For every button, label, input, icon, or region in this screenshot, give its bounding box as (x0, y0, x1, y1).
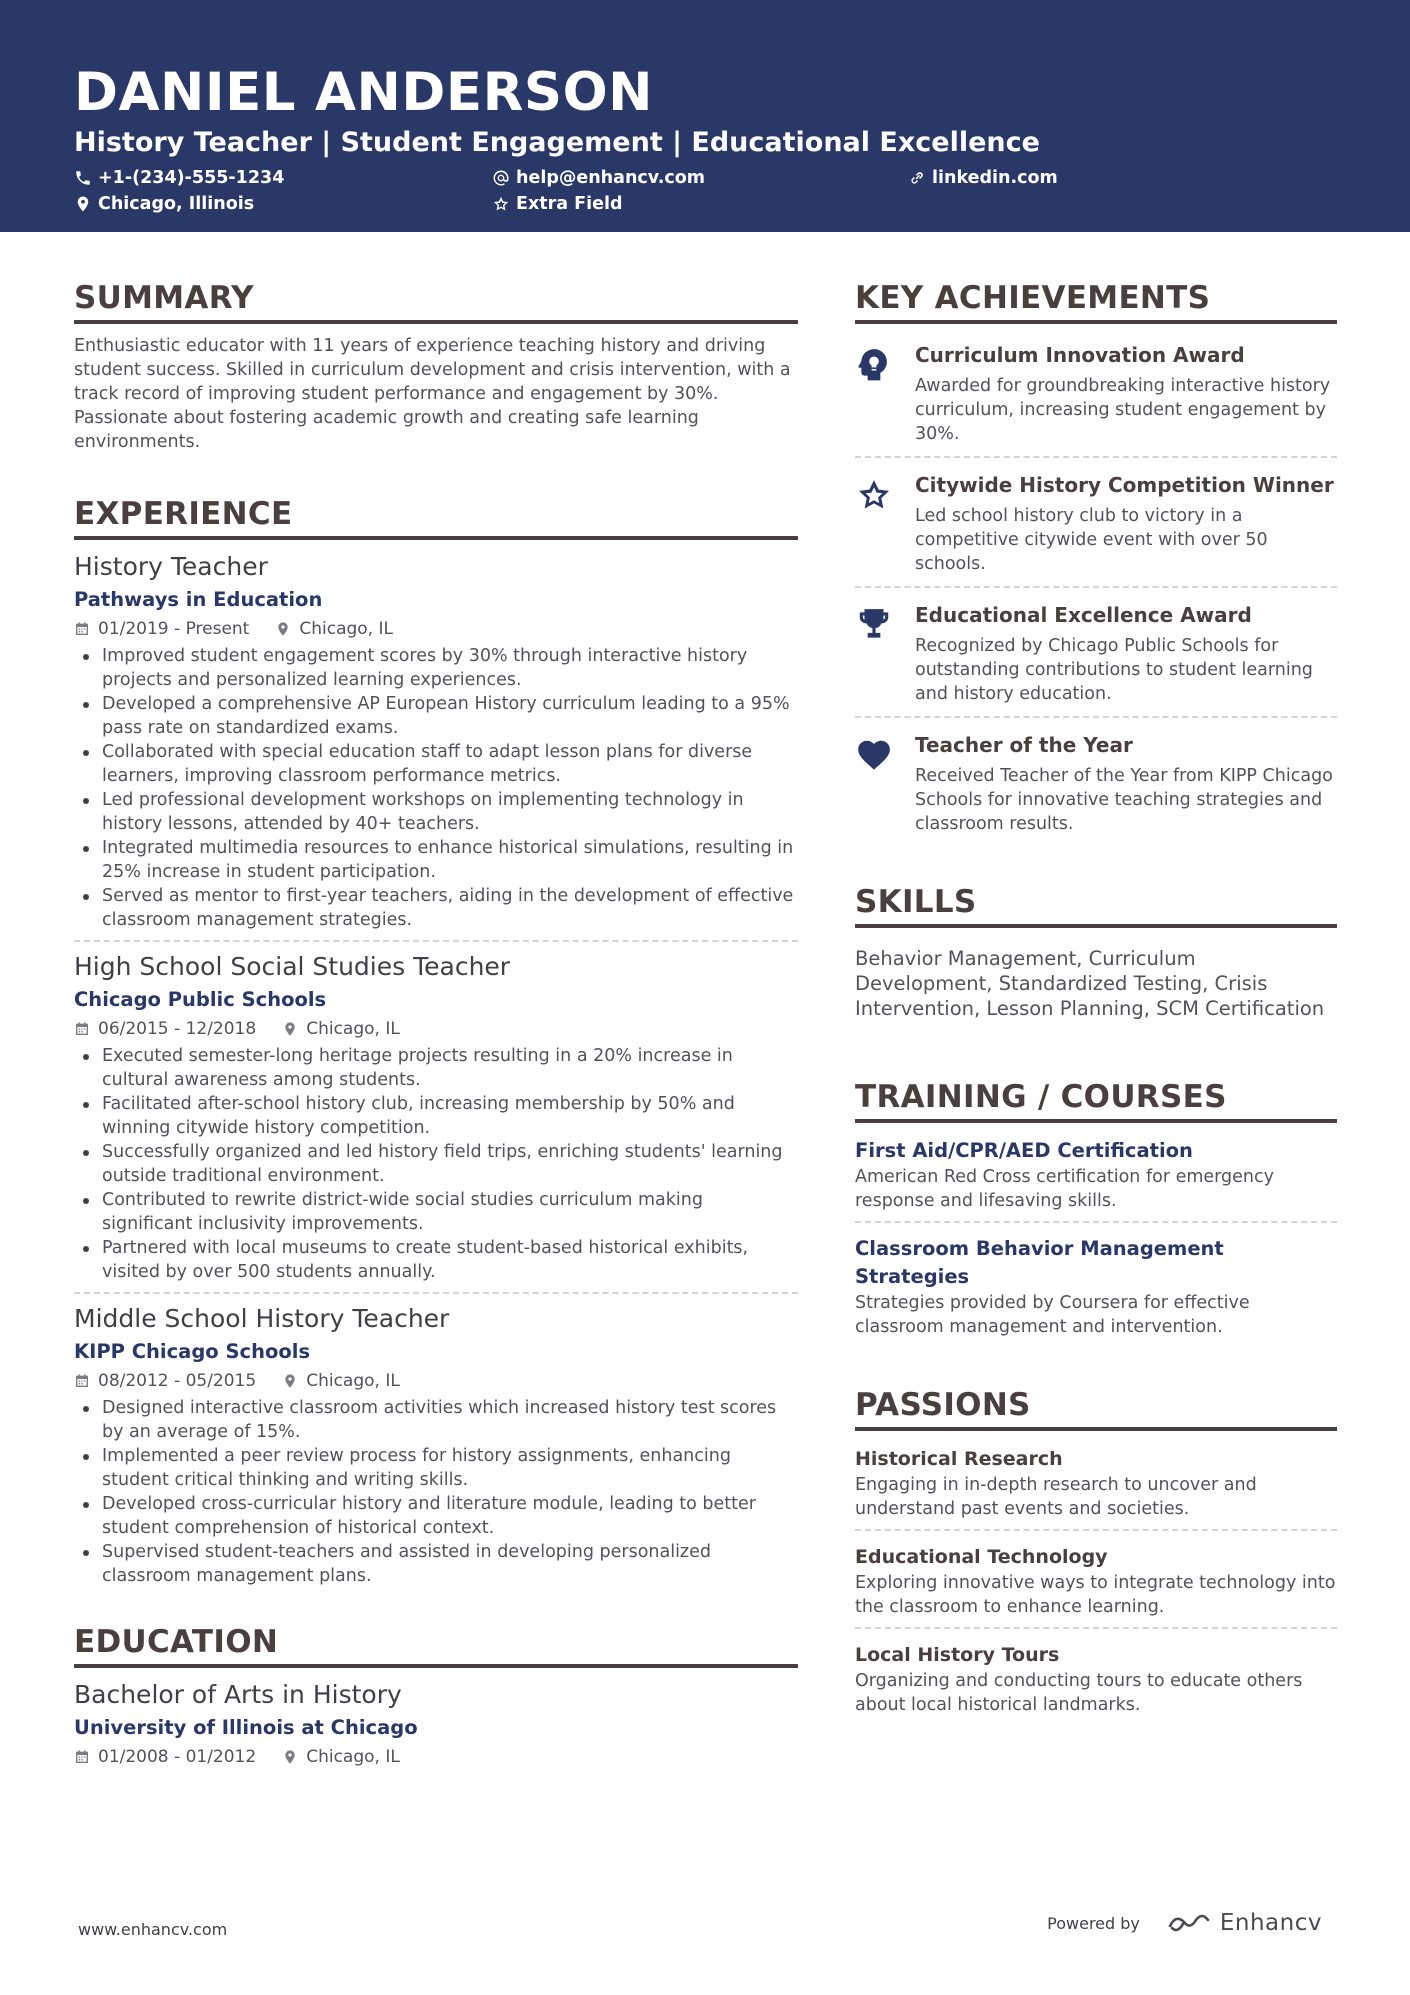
email-text: help@enhancv.com (516, 168, 706, 188)
job-bullets (74, 644, 798, 932)
contact-phone[interactable] (74, 168, 284, 188)
bullet-item: Collaborated with special education staff to adapt lesson plans for diverse learners, improving classroom performance metrics. (74, 740, 798, 788)
passion-title: Educational Technology (855, 1546, 1108, 1568)
education-section (74, 1622, 798, 1770)
job-location (275, 616, 393, 642)
job-entry (74, 550, 798, 940)
calendar-icon (74, 1749, 90, 1765)
bullet-item: Supervised student-teachers and assisted in developing personalized classroom management plans. (74, 1540, 798, 1588)
candidate-name: DANIEL ANDERSON (74, 62, 653, 123)
achievement-item (855, 716, 1337, 846)
training-heading: TRAINING / COURSES (855, 1077, 1337, 1123)
job-location (282, 1368, 400, 1394)
phone-text: +1-(234)-555-1234 (98, 168, 285, 188)
education-location-text: Chicago, IL (306, 1747, 400, 1767)
education-meta (74, 1744, 798, 1770)
calendar-icon (74, 1373, 90, 1389)
school-name: University of Illinois at Chicago (74, 1716, 418, 1739)
company-name: Chicago Public Schools (74, 988, 327, 1011)
right-column (855, 278, 1337, 1725)
passions-heading: PASSIONS (855, 1385, 1337, 1431)
passion-item (855, 1529, 1337, 1627)
passion-item (855, 1441, 1337, 1529)
job-dates: 06/2015 - 12/2018 (98, 1019, 257, 1039)
achievements-section (855, 278, 1337, 846)
star-outline-icon (492, 195, 510, 213)
passion-desc: Engaging in in-depth research to uncover and understand past events and societies. (855, 1475, 1257, 1519)
passion-item (855, 1627, 1337, 1725)
job-dates: 01/2019 - Present (98, 619, 250, 639)
degree-title: Bachelor of Arts in History (74, 1680, 402, 1709)
bullet-item: Developed cross-curricular history and literature module, leading to better student comprehension of historical context. (74, 1492, 798, 1540)
trophy-icon (855, 606, 893, 644)
achievement-item (855, 586, 1337, 716)
location-pin-icon (282, 1373, 298, 1389)
skills-heading: SKILLS (855, 882, 1337, 928)
job-title: History Teacher (74, 552, 268, 581)
job-title: High School Social Studies Teacher (74, 952, 511, 981)
contact-location (74, 194, 254, 214)
education-dates: 01/2008 - 01/2012 (98, 1747, 257, 1767)
job-title: Middle School History Teacher (74, 1304, 450, 1333)
footer-website[interactable]: www.enhancv.com (78, 1920, 228, 1939)
resume-header (0, 0, 1410, 232)
achievement-item (855, 456, 1337, 586)
achievement-title: Curriculum Innovation Award (915, 343, 1245, 367)
star-icon (855, 476, 893, 514)
experience-section (74, 494, 798, 1596)
job-entry (74, 940, 798, 1292)
course-item (855, 1221, 1337, 1347)
passions-section (855, 1385, 1337, 1725)
achievement-title: Citywide History Competition Winner (915, 473, 1334, 497)
summary-text: Enthusiastic educator with 11 years of experience teaching history and driving student success. Skilled in curriculum development and crisis intervention, with a track record of improving student performance and engagement by 30%. Passionate about fostering academic growth and creating safe learning environments. (74, 336, 791, 452)
training-section (855, 1077, 1337, 1347)
location-pin-icon (282, 1021, 298, 1037)
calendar-icon (74, 621, 90, 637)
calendar-icon (74, 1021, 90, 1037)
passion-desc: Exploring innovative ways to integrate technology into the classroom to enhance learning. (855, 1573, 1336, 1617)
powered-by-text: Powered by (1047, 1913, 1140, 1933)
achievement-desc: Awarded for groundbreaking interactive history curriculum, increasing student engagement by 30%. (915, 376, 1331, 444)
achievement-desc: Led school history club to victory in a competitive citywide event with over 50 schools. (915, 506, 1268, 574)
passion-title: Historical Research (855, 1448, 1063, 1470)
location-text: Chicago, Illinois (98, 194, 255, 214)
skills-section (855, 882, 1337, 1021)
contact-email[interactable] (492, 168, 705, 188)
job-location-text: Chicago, IL (299, 619, 393, 639)
course-title: Classroom Behavior Management Strategies (855, 1237, 1224, 1288)
enhancv-logo-icon (1166, 1910, 1212, 1936)
job-meta (74, 1016, 798, 1042)
job-dates: 08/2012 - 05/2015 (98, 1371, 257, 1391)
achievement-desc: Recognized by Chicago Public Schools for outstanding contributions to student learning and history education. (915, 636, 1313, 704)
achievement-desc: Received Teacher of the Year from KIPP Chicago Schools for innovative teaching strategies and classroom results. (915, 766, 1333, 834)
bullet-item: Designed interactive classroom activities which increased history test scores by an average of 15%. (74, 1396, 798, 1444)
education-location (282, 1744, 400, 1770)
contact-linkedin[interactable] (908, 168, 1058, 188)
left-column (74, 278, 798, 1770)
job-meta (74, 1368, 798, 1394)
education-heading: EDUCATION (74, 1622, 798, 1668)
bullet-item: Facilitated after-school history club, increasing membership by 50% and winning citywide history competition. (74, 1092, 798, 1140)
achievement-title: Educational Excellence Award (915, 603, 1252, 627)
summary-section (74, 278, 798, 454)
course-desc: American Red Cross certification for emergency response and lifesaving skills. (855, 1167, 1274, 1211)
location-pin-icon (275, 621, 291, 637)
summary-heading: SUMMARY (74, 278, 798, 324)
linkedin-text: linkedin.com (932, 168, 1058, 188)
brand-logo[interactable] (1166, 1910, 1322, 1936)
heart-icon (855, 736, 893, 774)
job-entry (74, 1292, 798, 1596)
job-meta (74, 616, 798, 642)
job-bullets (74, 1044, 798, 1284)
job-location-text: Chicago, IL (306, 1019, 400, 1039)
bullet-item: Contributed to rewrite district-wide social studies curriculum making significant inclusivity improvements. (74, 1188, 798, 1236)
passion-desc: Organizing and conducting tours to educate others about local historical landmarks. (855, 1671, 1303, 1715)
bullet-item: Implemented a peer review process for history assignments, enhancing student critical thinking and writing skills. (74, 1444, 798, 1492)
head-lightbulb-icon (855, 346, 893, 384)
candidate-headline: History Teacher | Student Engagement | Educational Excellence (74, 127, 1040, 158)
location-pin-icon (282, 1749, 298, 1765)
bullet-item: Executed semester-long heritage projects resulting in a 20% increase in cultural awareness among students. (74, 1044, 798, 1092)
bullet-item: Developed a comprehensive AP European History curriculum leading to a 95% pass rate on standardized exams. (74, 692, 798, 740)
contact-info (74, 168, 1336, 224)
achievement-item (855, 334, 1337, 456)
bullet-item: Served as mentor to first-year teachers, aiding in the development of effective classroom management strategies. (74, 884, 798, 932)
achievement-title: Teacher of the Year (915, 733, 1133, 757)
skills-list: Behavior Management, Curriculum Development, Standardized Testing, Crisis Intervention, Lesson Planning, SCM Certification (855, 947, 1325, 1020)
course-title: First Aid/CPR/AED Certification (855, 1139, 1193, 1162)
bullet-item: Partnered with local museums to create student-based historical exhibits, visited by over 500 students annually. (74, 1236, 798, 1284)
passion-title: Local History Tours (855, 1644, 1060, 1666)
extra-text: Extra Field (516, 194, 623, 214)
bullet-item: Integrated multimedia resources to enhance historical simulations, resulting in 25% increase in student participation. (74, 836, 798, 884)
location-pin-icon (74, 195, 92, 213)
job-location (282, 1016, 400, 1042)
bullet-item: Successfully organized and led history field trips, enriching students' learning outside traditional environment. (74, 1140, 798, 1188)
bullet-item: Led professional development workshops on implementing technology in history lessons, attended by 40+ teachers. (74, 788, 798, 836)
course-desc: Strategies provided by Coursera for effective classroom management and intervention. (855, 1293, 1250, 1337)
bullet-item: Improved student engagement scores by 30% through interactive history projects and personalized learning experiences. (74, 644, 798, 692)
phone-icon (74, 169, 92, 187)
company-name: KIPP Chicago Schools (74, 1340, 311, 1363)
achievements-heading: KEY ACHIEVEMENTS (855, 278, 1337, 324)
link-icon (908, 169, 926, 187)
company-name: Pathways in Education (74, 588, 323, 611)
brand-name: Enhancv (1219, 1910, 1322, 1936)
contact-extra (492, 194, 623, 214)
job-location-text: Chicago, IL (306, 1371, 400, 1391)
course-item (855, 1133, 1337, 1221)
experience-heading: EXPERIENCE (74, 494, 798, 540)
job-bullets (74, 1396, 798, 1588)
at-icon (492, 169, 510, 187)
footer-branding (1047, 1910, 1322, 1936)
